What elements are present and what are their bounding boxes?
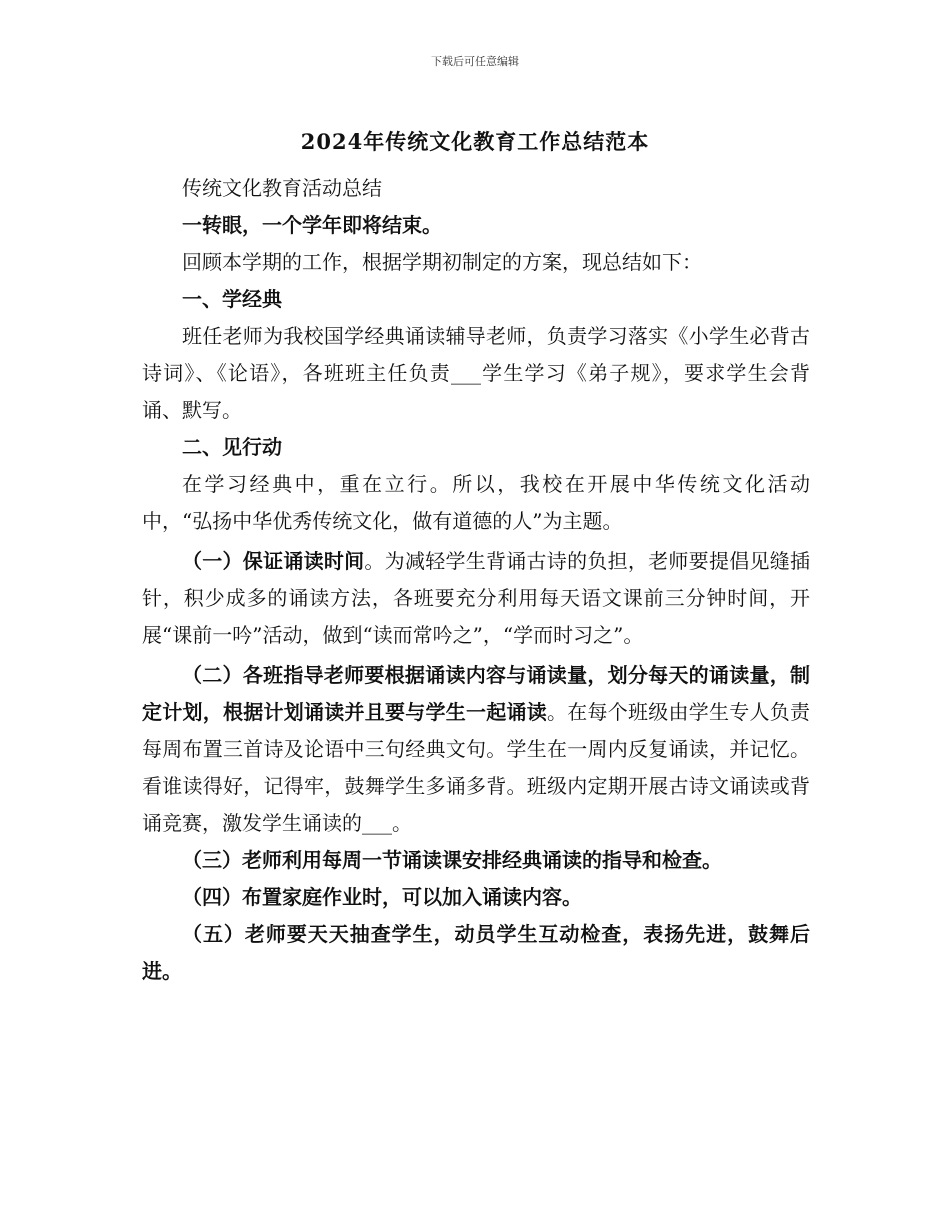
document-body	[142, 170, 810, 990]
page-header-note: 下载后可任意编辑	[431, 55, 519, 68]
paragraph-item-3: （三）老师利用每周一节诵读课安排经典诵读的指导和检查。	[182, 848, 722, 872]
paragraph-subtitle: 传统文化教育活动总结	[182, 176, 382, 200]
item-2-text: 。在每个班级由学生专人负责每周布置三首诗及论语中三句经典文句。学生在一周内反复诵读，并记忆。看谁读得好，记得牢，鼓舞学生多诵多背。班级内定期开展古诗文诵读或背诵竞赛，激发学生诵读的___。	[142, 700, 810, 835]
paragraph-intro: 一转眼，一个学年即将结束。	[182, 213, 442, 237]
paragraph-section-2: 在学习经典中，重在立行。所以，我校在开展中华传统文化活动中，“弘扬中华优秀传统文化，做有道德的人”为主题。	[142, 472, 810, 533]
item-1-text: 。为减轻学生背诵古诗的负担，老师要提倡见缝插针，积少成多的诵读方法，各班要充分利用每天语文课前三分钟时间，开展“课前一吟”活动，做到“读而常吟之”，“学而时习之”。	[142, 549, 811, 647]
paragraph-review: 回顾本学期的工作，根据学期初制定的方案，现总结如下：	[182, 250, 702, 274]
paragraph-item-5: （五）老师要天天抽查学生，动员学生互动检查，表扬先进，鼓舞后进。	[142, 922, 810, 983]
item-1-lead: （一）保证诵读时间	[182, 549, 365, 573]
paragraph-item-2	[142, 657, 810, 842]
item-2-lead: （二）各班指导老师要根据诵读内容与诵读量，划分每天的诵读量，制定计划，根据计划诵读并且要与学生一起诵读	[142, 663, 810, 724]
paragraph-item-4: （四）布置家庭作业时，可以加入诵读内容。	[182, 885, 582, 909]
paragraph-item-1	[142, 543, 810, 654]
section-heading-1: 一、学经典	[182, 287, 282, 311]
section-heading-2: 二、见行动	[182, 435, 282, 459]
paragraph-section-1: 班任老师为我校国学经典诵读辅导老师，负责学习落实《小学生必背古诗词》、《论语》，各班班主任负责___学生学习《弟子规》，要求学生会背诵、默写。	[142, 324, 810, 422]
document-title: 2024年传统文化教育工作总结范本	[300, 129, 650, 154]
